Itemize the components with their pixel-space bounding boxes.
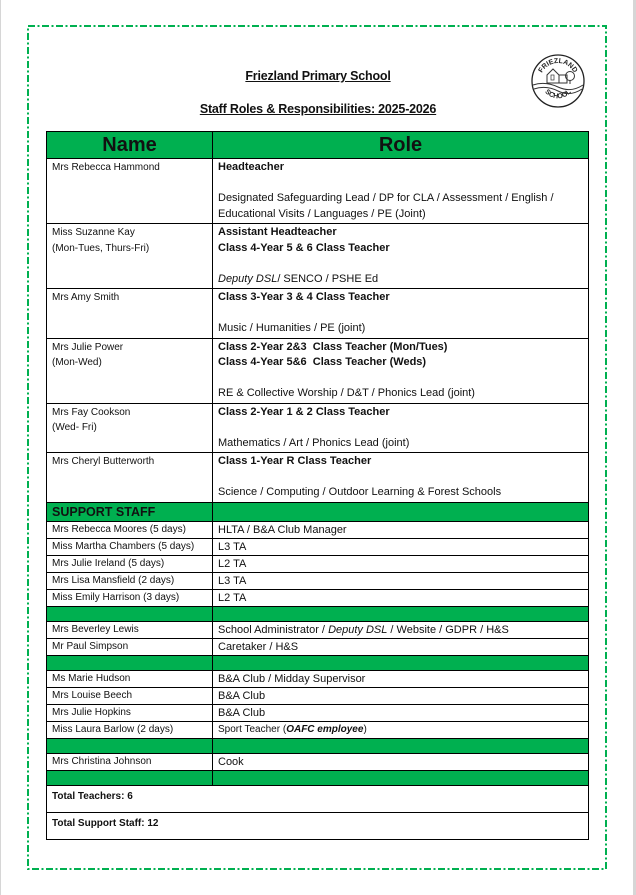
role-responsibilities: Mathematics / Art / Phonics Lead (joint) <box>218 436 410 449</box>
staff-name: Mrs Julie Ireland (5 days) <box>47 555 213 572</box>
table-row <box>47 224 589 289</box>
role-text: Sport Teacher ( <box>218 723 287 735</box>
group-divider-row <box>47 655 589 670</box>
column-header-name: Name <box>47 132 213 159</box>
column-header-role: Role <box>213 132 589 159</box>
staff-name: Mrs Julie Hopkins <box>47 704 213 721</box>
staff-name: Miss Laura Barlow (2 days) <box>47 721 213 738</box>
role-title: Class 4-Year 5 & 6 Class Teacher <box>218 241 390 254</box>
role-italic: Deputy DSL <box>328 623 388 636</box>
staff-name-cell <box>47 338 213 403</box>
staff-name: Mrs Louise Beech <box>47 687 213 704</box>
staff-role: L2 TA <box>213 555 589 572</box>
total-teachers-row <box>47 785 589 812</box>
role-responsibilities: RE & Collective Worship / D&T / Phonics Lead (joint) <box>218 387 475 399</box>
role-responsibilities: Music / Humanities / PE (joint) <box>218 322 366 334</box>
role-responsibilities: Science / Computing / Outdoor Learning & Forest Schools <box>218 486 502 498</box>
table-row <box>47 289 589 339</box>
table-row <box>47 704 589 721</box>
staff-name: Mrs Rebecca Hammond <box>52 162 160 173</box>
total-support-staff-row <box>47 812 589 839</box>
support-staff-heading-row <box>47 502 589 521</box>
role-italic: Deputy DSL <box>218 272 278 285</box>
staff-name-cell <box>47 403 213 453</box>
staff-role <box>213 721 589 738</box>
staff-name: Mrs Amy Smith <box>52 292 120 303</box>
support-staff-heading: SUPPORT STAFF <box>47 502 213 521</box>
staff-role: Caretaker / H&S <box>213 638 589 655</box>
table-row <box>47 159 589 224</box>
staff-role: L3 TA <box>213 538 589 555</box>
table-row <box>47 621 589 638</box>
staff-role-cell <box>213 338 589 403</box>
group-divider-row <box>47 770 589 785</box>
role-title: Class 1-Year R Class Teacher <box>218 455 372 467</box>
staff-role-cell <box>213 224 589 289</box>
staff-role-cell <box>213 453 589 503</box>
staff-name: Mrs Beverley Lewis <box>47 621 213 638</box>
total-support-staff: Total Support Staff: 12 <box>47 812 589 839</box>
table-row <box>47 538 589 555</box>
staff-name: Mrs Julie Power <box>52 341 124 353</box>
table-row <box>47 721 589 738</box>
page-edge-left <box>0 0 1 895</box>
staff-role: B&A Club / Midday Supervisor <box>213 670 589 687</box>
table-row <box>47 670 589 687</box>
table-row <box>47 572 589 589</box>
table-row <box>47 753 589 770</box>
staff-role: Cook <box>213 753 589 770</box>
role-text: / SENCO / PSHE Ed <box>277 272 379 285</box>
staff-name: Mr Paul Simpson <box>47 638 213 655</box>
role-text: / Website / GDPR / H&S <box>387 623 509 636</box>
staff-role: B&A Club <box>213 687 589 704</box>
staff-days-note: (Mon-Tues, Thurs-Fri) <box>52 242 150 254</box>
role-title: Class 2-Year 1 & 2 Class Teacher <box>218 405 390 418</box>
role-text: ) <box>363 723 367 735</box>
role-title: Headteacher <box>218 161 285 173</box>
table-header-row <box>47 132 589 159</box>
table-row <box>47 338 589 403</box>
document-title: Staff Roles & Responsibilities: 2025-2026 <box>199 102 437 116</box>
staff-role <box>213 621 589 638</box>
table-row <box>47 555 589 572</box>
staff-role: B&A Club <box>213 704 589 721</box>
role-responsibilities: Designated Safeguarding Lead / DP for CLA / Assessment / English / Educational Visits / Languages / PE (Joint) <box>218 192 554 220</box>
school-name: Friezland Primary School <box>245 69 391 83</box>
staff-role-cell <box>213 159 589 224</box>
table-row <box>47 521 589 538</box>
role-title: Assistant Headteacher <box>218 226 337 238</box>
staff-name-cell <box>47 159 213 224</box>
staff-name: Miss Martha Chambers (5 days) <box>47 538 213 555</box>
staff-name: Mrs Rebecca Moores (5 days) <box>47 521 213 538</box>
table-row <box>47 638 589 655</box>
role-title: Class 4-Year 5&6 Class Teacher (Weds) <box>218 356 427 368</box>
table-row <box>47 453 589 503</box>
staff-name-cell <box>47 224 213 289</box>
school-logo-icon <box>530 53 586 109</box>
table-row <box>47 687 589 704</box>
group-divider-row <box>47 606 589 621</box>
staff-role: L2 TA <box>213 589 589 606</box>
staff-name: Mrs Fay Cookson <box>52 406 131 418</box>
staff-name: Miss Emily Harrison (3 days) <box>47 589 213 606</box>
table-row <box>47 589 589 606</box>
staff-name: Miss Suzanne Kay <box>52 227 135 238</box>
staff-name: Ms Marie Hudson <box>47 670 213 687</box>
role-responsibilities <box>218 272 583 288</box>
svg-text:SCHOOL: SCHOOL <box>543 88 573 101</box>
svg-text:FRIEZLAND: FRIEZLAND <box>537 57 579 75</box>
role-bold-italic: OAFC employee <box>286 723 364 735</box>
staff-role: L3 TA <box>213 572 589 589</box>
table-row <box>47 403 589 453</box>
total-teachers: Total Teachers: 6 <box>47 785 589 812</box>
staff-days-note: (Wed- Fri) <box>52 422 97 433</box>
support-staff-heading-spacer <box>213 502 589 521</box>
staff-days-note: (Mon-Wed) <box>52 357 102 368</box>
role-title: Class 3-Year 3 & 4 Class Teacher <box>218 291 390 303</box>
staff-name: Mrs Cheryl Butterworth <box>52 456 155 467</box>
staff-role: HLTA / B&A Club Manager <box>213 521 589 538</box>
role-title: Class 2-Year 2&3 Class Teacher (Mon/Tues) <box>218 340 448 353</box>
staff-name-cell <box>47 453 213 503</box>
staff-name-cell <box>47 289 213 339</box>
role-text: School Administrator / <box>218 623 329 636</box>
staff-name: Mrs Christina Johnson <box>47 753 213 770</box>
staff-role-cell <box>213 403 589 453</box>
staff-role-cell <box>213 289 589 339</box>
staff-roles-table <box>46 131 589 840</box>
group-divider-row <box>47 738 589 753</box>
staff-name: Mrs Lisa Mansfield (2 days) <box>47 572 213 589</box>
